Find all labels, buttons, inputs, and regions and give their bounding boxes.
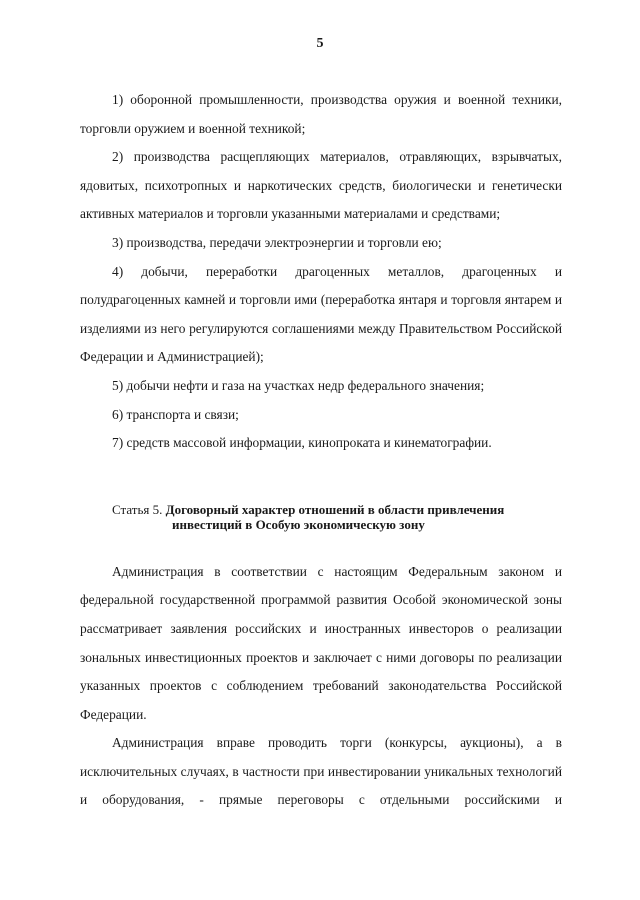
article-title-continuation: инвестиций в Особую экономическую зону	[172, 516, 425, 532]
list-item: 1) оборонной промышленности, производства оружия и военной техники, торговли оружием и военной техникой;	[80, 92, 562, 136]
paragraph: Администрация вправе проводить торги (конкурсы, аукционы), а в исключительных случаях, в частности при инвестировании уникальных технологий и оборудования, - прямые переговоры с отдельными российскими и	[80, 735, 562, 808]
list-item: 5) добычи нефти и газа на участках недр федерального значения;	[112, 377, 485, 393]
list-item: 3) производства, передачи электроэнергии и торговли ею;	[112, 234, 442, 250]
article-title-line	[80, 502, 562, 517]
article-title: Договорный характер отношений в области привлечения	[165, 501, 505, 517]
list-item: 6) транспорта и связи;	[112, 406, 239, 422]
article-heading-block	[80, 502, 562, 532]
list-item: 4) добычи, переработки драгоценных металлов, драгоценных и полудрагоценных камней и торговли ими (переработка янтаря и торговля янтарем и изделиями из него регулируются соглашениями между Правительством Российской Федерации и Администрацией);	[80, 263, 562, 365]
article-label: Статья 5.	[112, 501, 163, 517]
document-body	[80, 86, 562, 815]
page-number: 5	[316, 36, 324, 51]
list-item: 7) средств массовой информации, кинопроката и кинематографии.	[112, 435, 492, 451]
paragraph: Администрация в соответствии с настоящим Федеральным законом и федеральной государственной программой развития Особой экономической зоны рассматривает заявления российских и иностранных инвесторов о реализации зональных инвестиционных проектов и заключает с ними договоры по реализации указанных проектов с соблюдением требований законодательства Российской Федерации.	[80, 563, 562, 722]
list-item: 2) производства расщепляющих материалов, отравляющих, взрывчатых, ядовитых, психотропных и наркотических средств, биологически и генетически активных материалов и торговли указанными материалами и средствами;	[80, 149, 562, 222]
